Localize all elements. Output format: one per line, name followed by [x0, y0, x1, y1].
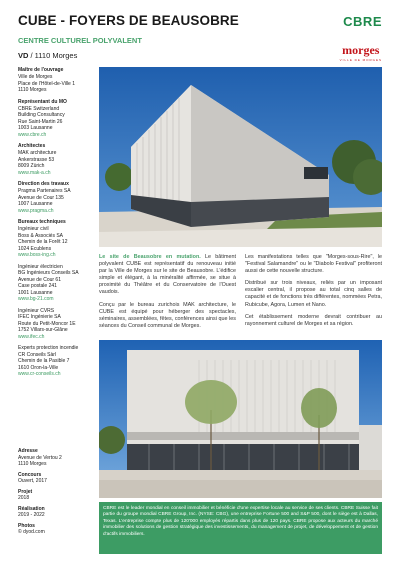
project-info-item	[18, 448, 96, 468]
intro-paragraph	[99, 254, 236, 297]
project-info-value: 2019 - 2022	[18, 512, 45, 518]
location-city: / 1110 Morges	[28, 51, 78, 60]
contact-label: Direction des travaux	[18, 181, 69, 187]
contact-group	[18, 219, 96, 259]
project-info-label: Concours	[18, 471, 42, 478]
contact-group	[18, 99, 96, 139]
paragraph: Distribué sur trois niveaux, reliés par un imposant escalier central, il propose au total cinq salles de capacité et de fonctions très différentes, nommées Petra, Rubicube, Agora, Lumen et Nano.	[245, 280, 382, 308]
paragraph: Cet établissement moderne devrait contribuer au rayonnement culturel de Morges et sa région.	[245, 313, 382, 327]
contact-address: Pragma Partenaires SA Avenue de Cour 135 1007 Lausanne	[18, 188, 71, 207]
cbre-logo: CBRE	[343, 14, 382, 29]
project-info-label: Projet	[18, 488, 33, 495]
contact-group	[18, 143, 96, 176]
project-info-value: © dyod.com	[18, 529, 45, 535]
contact-group	[18, 308, 96, 341]
project-info-item	[18, 506, 96, 519]
contact-address: CBRE Switzerland Building Consultancy Rue Saint-Martin 26 1003 Lausanne	[18, 105, 65, 131]
project-title: CUBE - FOYERS DE BEAUSOBRE	[18, 13, 239, 28]
contact-label: Maître de l'ouvrage	[18, 67, 64, 73]
contact-website-link[interactable]: www.pragma.ch	[18, 207, 54, 214]
project-info-label: Réalisation	[18, 505, 45, 512]
project-info-item	[18, 523, 96, 536]
project-info-value: Ouvert, 2017	[18, 478, 47, 484]
contact-address: Ingénieur CVRS IFEC Ingénierie SA Route du Petit-Moncor 1E 1752 Villars-sur-Glâne	[18, 307, 76, 333]
contact-label: Bureaux techniques	[18, 219, 66, 225]
contact-group	[18, 67, 96, 94]
text-column-right	[245, 254, 382, 333]
paragraph: Conçu par le bureau zurichois MAK architecture, le CUBE est équipé pour héberger des spectacles, séminaires, assemblées, fêtes, conférences ainsi que les séances du Conseil communal de Morges.	[99, 301, 236, 329]
footer-cbre-description: CBRE est le leader mondial en conseil immobilier et bénéficie d'une expertise locale au service de ses clients. CBRE Suisse fait partie du groupe mondial CBRE Group, Inc. (NYSE: CBG), une entreprise Fortune 500 and S&P 500, dont le siège est à Dallas, Texas. L'entreprise compte plus de 120'000 employés répartis dans plus de 120 pays. CBRE propose aux acteurs du marché immobilier des solutions de gestion stratégique des investissements, du management de projet, de développement et de gestion d'actifs immobiliers.	[99, 502, 382, 554]
project-info-item	[18, 489, 96, 502]
contact-address: Ingénieur civil Boss & Associés SA Chemin de la Forêt 12 1024 Ecublens	[18, 226, 68, 252]
contact-group	[18, 181, 96, 214]
contact-website-link[interactable]: www.boss-ing.ch	[18, 252, 56, 258]
contact-website-link[interactable]: www.bg-21.com	[18, 296, 54, 302]
contact-address: Experts protection incendie CR Conseils Sàrl Chemin de la Pasible 7 1610 Oron-la-Ville	[18, 345, 79, 371]
text-column-left	[99, 254, 236, 335]
project-subtitle: CENTRE CULTUREL POLYVALENT	[18, 36, 142, 45]
paragraph: Les manifestations telles que "Morges-sous-Rire", le "Festival Salamandre" ou le "Diabolo Festival" profiteront aussi de cette nouvelle structure.	[245, 254, 382, 275]
morges-logo-subtext: VILLE DE MORGES	[339, 58, 382, 62]
project-info-label: Adresse	[18, 448, 38, 454]
morges-logo-text: morges	[342, 43, 380, 57]
contact-group	[18, 345, 96, 378]
project-info-item	[18, 472, 96, 485]
project-info-value: Avenue de Vertou 2 1110 Morges	[18, 454, 62, 467]
project-info-label: Photos	[18, 522, 35, 529]
contact-group	[18, 264, 96, 303]
contact-label: Représentant du MO	[18, 98, 67, 105]
intro-text: Le bâtiment polyvalent CUBE est représentatif du renouveau initié par la Ville de Morges sur le site de Beausobre. L'édifice simple et élégant, à la minéralité affirmée, se situe à proximité du Théâtre et du Conservatoire de l'Ouest vaudois.	[99, 254, 236, 296]
building-photo-top	[99, 67, 382, 247]
contact-address: Ingénieur électricien BG Ingénieurs Conseils SA Avenue de Cour 61 Case postale 241 1001 Lausanne	[18, 263, 79, 296]
contact-address: MAK architecture Ankerstrasse 53 8009 Zürich	[18, 150, 57, 169]
intro-highlight: Le site de Beausobre en mutation.	[99, 254, 201, 260]
contacts-sidebar	[18, 67, 96, 383]
contact-website-link[interactable]: www.mak-a.ch	[18, 169, 51, 176]
contact-website-link[interactable]: www.ifec.ch	[18, 333, 45, 340]
project-location	[18, 51, 77, 60]
building-photo-bottom	[99, 340, 382, 498]
canton-code: VD	[18, 51, 29, 60]
morges-logo	[340, 43, 382, 62]
contact-label: Architectes	[18, 143, 46, 149]
contact-website-link[interactable]: www.cr-conseils.ch	[18, 371, 61, 377]
contact-address: Ville de Morges Place de l'Hôtel-de-Ville 1 1110 Morges	[18, 74, 76, 93]
project-info	[18, 448, 96, 540]
contact-website-link[interactable]: www.cbre.ch	[18, 131, 47, 138]
project-info-value: 2018	[18, 495, 30, 501]
